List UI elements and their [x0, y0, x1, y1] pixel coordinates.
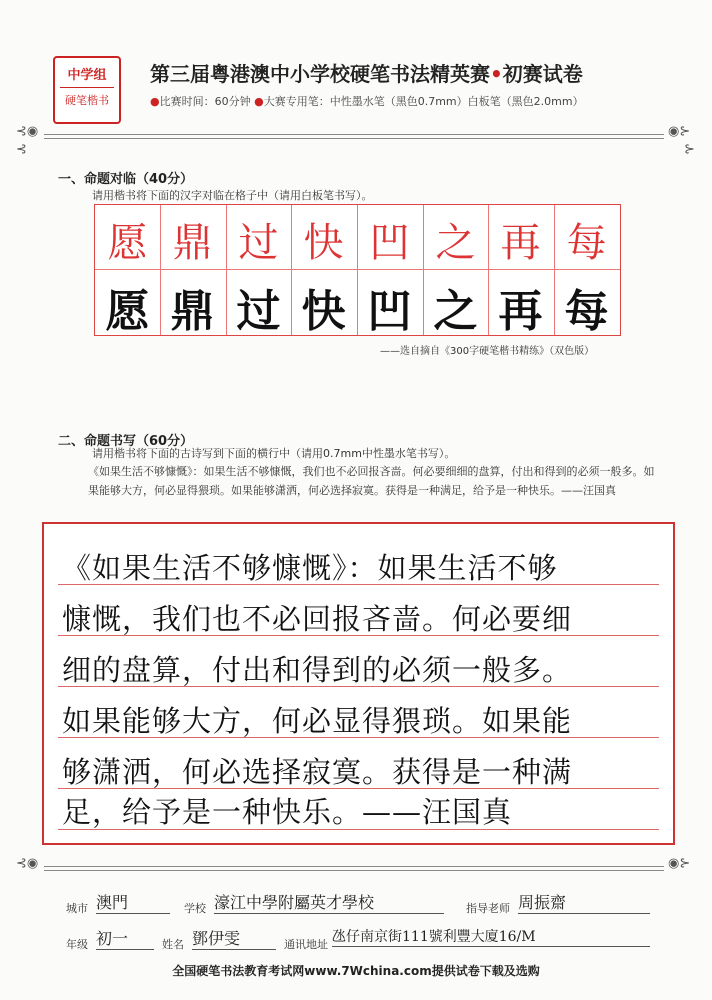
model-char: 凹 [369, 220, 410, 266]
address-field[interactable]: 氹仔南京街111號利豐大廈16/M [332, 926, 650, 947]
scroll-ornament-icon: ◉⊱ [668, 856, 691, 871]
title-dot: • [490, 62, 503, 86]
scroll-ornament-icon: ⊰◉ [16, 856, 39, 871]
written-char: 过 [236, 286, 281, 337]
city-label: 城市 [66, 902, 88, 915]
model-char: 愿 [107, 220, 148, 266]
model-char: 之 [435, 220, 476, 266]
address-label: 通讯地址 [284, 938, 328, 951]
written-char: 每 [564, 286, 609, 337]
category-badge [53, 56, 121, 124]
page-title [150, 58, 583, 87]
handwriting-line: 细的盘算，付出和得到的必须一般多。 [62, 653, 573, 687]
city-field[interactable]: 澳門 [96, 890, 170, 914]
written-char: 凹 [367, 286, 412, 337]
handwriting-line: 《如果生活不够慷慨》：如果生活不够 [62, 551, 558, 585]
bullet-icon: ● [254, 95, 264, 108]
section1-heading: 一、命题对临（40分） [58, 172, 194, 187]
written-char: 愿 [105, 286, 150, 337]
top-divider [44, 134, 664, 135]
written-char: 之 [433, 286, 478, 337]
scroll-ornament-icon: ◉⊱ [668, 124, 691, 139]
teacher-field[interactable]: 周振齋 [518, 890, 650, 914]
section2-heading: 二、命题书写（60分） [58, 434, 194, 449]
scroll-ornament-icon: ⊰◉ [16, 124, 39, 139]
top-divider-inner [44, 138, 664, 139]
badge-group-label: 中学组 [67, 68, 107, 83]
written-char: 鼎 [170, 286, 215, 337]
bullet-icon: ● [150, 95, 160, 108]
written-char: 再 [498, 286, 543, 337]
title-tail: 初赛试卷 [502, 62, 583, 86]
model-char: 鼎 [172, 220, 213, 266]
model-char: 每 [566, 220, 607, 266]
handwriting-line: 足，给予是一种快乐。——汪国真 [62, 795, 513, 829]
bottom-divider-inner [44, 870, 664, 871]
exam-time: 比赛时间：60分钟 [159, 95, 251, 108]
model-char: 快 [303, 220, 344, 266]
handwriting-line: 慷慨，我们也不必回报吝啬。何必要细 [62, 602, 573, 636]
written-char: 快 [301, 286, 346, 337]
scroll-ornament-icon: ⊱ [684, 142, 695, 157]
handwriting-line: 如果能够大方，何必显得猥琐。如果能 [62, 704, 573, 738]
name-label: 姓名 [162, 938, 184, 951]
bottom-divider [44, 866, 664, 867]
badge-divider [60, 87, 114, 88]
poem-text: 《如果生活不够慷慨》：如果生活不够慷慨，我们也不必回报吝啬。何必要细细的盘算，付出和得到的必须一般多。如果能够大方，何必显得猥琐。如果能够潇洒，何必选择寂寞。获得是一种满足，给予是一种快乐。——汪国真 [88, 465, 655, 497]
school-field[interactable]: 濠江中學附屬英才學校 [214, 890, 444, 914]
exam-pens: 大赛专用笔：中性墨水笔（黑色0.7mm）白板笔（黑色2.0mm） [263, 95, 584, 108]
grade-label: 年级 [66, 938, 88, 951]
school-label: 学校 [184, 902, 206, 915]
model-char: 过 [238, 220, 279, 266]
footer-text: 全国硬笔书法教育考试网www.7Wchina.com提供试卷下载及选购 [172, 964, 540, 978]
scroll-ornament-icon: ⊰ [16, 142, 27, 157]
teacher-label: 指导老师 [466, 902, 510, 915]
section1-instruction: 请用楷书将下面的汉字对临在格子中（请用白板笔书写）。 [92, 189, 373, 202]
copy-source: ——选自摘自《300字硬笔楷书精练》（双色版） [380, 346, 595, 357]
copy-grid [94, 204, 621, 336]
badge-style-label: 硬笔楷书 [65, 94, 109, 107]
name-field[interactable]: 鄧伊雯 [192, 926, 276, 950]
title-main: 第三届粤港澳中小学校硬笔书法精英赛 [150, 62, 490, 86]
handwriting-line: 够潇洒，何必选择寂寞。获得是一种满 [62, 755, 573, 789]
grade-field[interactable]: 初一 [96, 926, 154, 950]
writing-box [42, 522, 675, 845]
model-char: 再 [500, 220, 541, 266]
exam-subtitle [150, 93, 584, 109]
section2-instruction: 请用楷书将下面的古诗写到下面的横行中（请用0.7mm中性墨水笔书写）。 [92, 447, 456, 460]
